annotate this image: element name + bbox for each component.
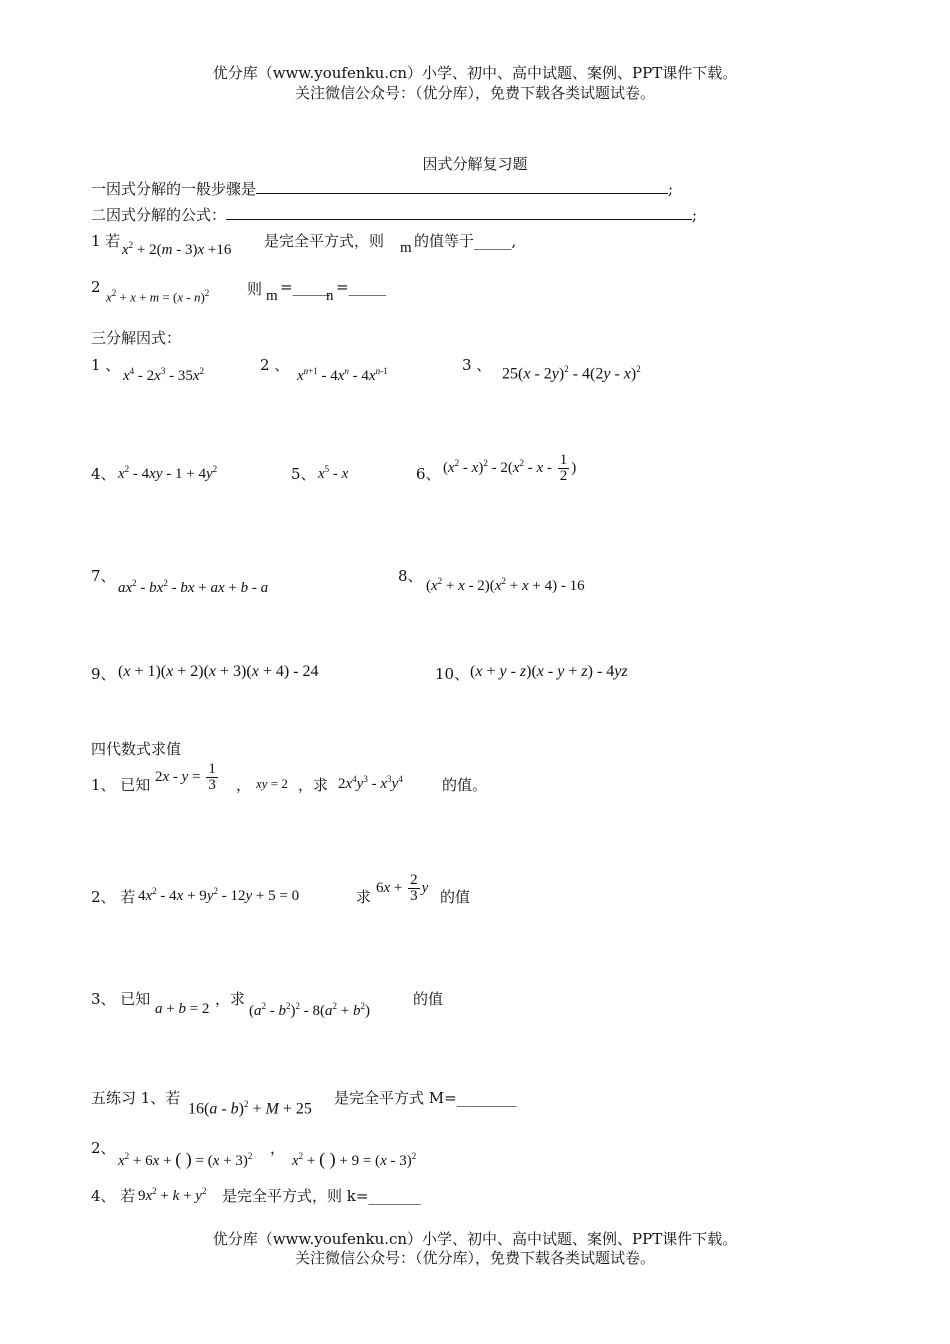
factor-item-expression: $(x^2 + x - 2)(x^2 + x + 4) - 16$	[426, 576, 585, 594]
section-2-end: ;	[692, 206, 698, 224]
eval-2-target: 6x + $\frac{2}{3}$ y	[376, 872, 429, 904]
factor-item-label: 9、	[91, 665, 116, 683]
eval-1-suffix: 的值。	[442, 776, 488, 794]
section-1-line	[91, 178, 673, 199]
eval-3-ask: ，求	[215, 990, 246, 1008]
question-1-expression: $x^2 + 2(m - 3)x +16$	[122, 240, 232, 258]
eval-3-condition: a + b = 2	[155, 1001, 210, 1017]
question-2-blank-1: =_____	[280, 278, 331, 296]
factor-item-label: 1 、	[91, 356, 121, 374]
factor-item-label: 6、	[416, 465, 441, 483]
factor-item-expression: $x^{n+1} - 4x^n - 4x^{n-1}$	[297, 366, 388, 384]
practice-4-prefix: 4、 若	[91, 1187, 136, 1205]
factor-item-label: 3 、	[462, 356, 492, 374]
section-1-end: ;	[668, 180, 674, 198]
practice-2-expression-a: $x^2 + 6x$ + ( ) = $(x + 3)^2$	[118, 1149, 253, 1169]
eval-1-ask: ，求	[298, 776, 329, 794]
question-1-suffix: 的值等于_____,	[414, 232, 517, 250]
factor-item-expression: $x^4 - 2x^3 - 35x^2$	[123, 366, 205, 384]
eval-2-condition: $4x^2 - 4x + 9y^2 - 12y + 5 = 0$	[138, 886, 300, 904]
question-1-var-m: m	[400, 240, 412, 256]
page-title: 因式分解复习题	[422, 155, 528, 173]
practice-4-suffix: 是完全平方式，则 k=_______	[222, 1187, 421, 1205]
section-4-heading: 四代数式求值	[91, 740, 182, 758]
eval-2-prefix: 2、 若	[91, 888, 136, 906]
eval-1-target: $2x^4y^3 - x^3y^4$	[338, 774, 403, 792]
practice-2-expression-b: $x^2$ + ( ) + 9 = (x - 3)$^2$	[292, 1149, 417, 1169]
section-2-line	[91, 204, 697, 225]
practice-1-expression: 16(a - b)$^2$ + M + 25	[188, 1099, 312, 1118]
practice-4-expression: $9x^2 + k + y^2$	[138, 1186, 207, 1204]
question-2-var-m: m	[266, 288, 278, 304]
factor-item-label: 10、	[435, 665, 470, 683]
practice-2-separator: ，	[270, 1139, 286, 1157]
eval-2-suffix: 的值	[440, 888, 471, 906]
factor-item-expression: $(x^2 - x)^2 - 2(x^2$ - x - $\frac{1}{2}$ )	[443, 452, 577, 484]
answer-blank[interactable]	[226, 205, 692, 220]
eval-3-prefix: 3、 已知	[91, 990, 151, 1008]
eval-1-separator: ，	[236, 776, 252, 794]
factor-item-expression: $x^5$ - x	[318, 464, 349, 482]
section-3-heading: 三分解因式：	[91, 329, 182, 347]
footer-line-1: 优分库（www.youfenku.cn）小学、初中、高中试题、案例、PPT课件下载。	[212, 1230, 738, 1248]
section-2-text: 二因式分解的公式：	[91, 206, 227, 224]
question-2-var-n: n	[326, 288, 334, 304]
eval-2-ask: 求	[356, 888, 372, 906]
question-2-expression: $x^2 + x + m = (x - n)^2$	[106, 288, 210, 305]
factor-item-expression: (x + y - z)(x - y + z) - 4yz	[470, 663, 628, 680]
eval-1-condition: 2x - y = $\frac{1}{3}$	[155, 761, 216, 793]
practice-2-prefix: 2、	[91, 1139, 116, 1157]
factor-item-expression: $x^2 - 4xy - 1 + 4y^2$	[118, 464, 218, 482]
answer-blank[interactable]	[256, 179, 668, 194]
question-2-then: 则	[247, 280, 263, 298]
header-line-1: 优分库（www.youfenku.cn）小学、初中、高中试题、案例、PPT课件下载。	[212, 64, 738, 82]
factor-item-label: 5、	[291, 465, 316, 483]
section-1-text: 一因式分解的一般步骤是	[91, 180, 257, 198]
eval-1-condition-2: xy = 2	[256, 776, 288, 791]
question-2-prefix: 2	[91, 278, 101, 296]
factor-item-label: 8、	[398, 567, 423, 585]
factor-item-expression: $ax^2 - bx^2$ - bx + ax + b - a	[118, 578, 269, 596]
eval-1-prefix: 1、 已知	[91, 776, 151, 794]
eval-3-suffix: 的值	[413, 990, 444, 1008]
question-1-mid: 是完全平方式，则	[264, 232, 385, 250]
factor-item-expression: (x + 1)(x + 2)(x + 3)(x + 4) - 24	[118, 663, 319, 680]
factor-item-label: 2 、	[260, 356, 290, 374]
footer-line-2: 关注微信公众号：（优分库），免费下载各类试题试卷。	[294, 1249, 655, 1267]
header-line-2: 关注微信公众号：（优分库），免费下载各类试题试卷。	[294, 84, 655, 102]
practice-1-suffix: 是完全平方式 M=________	[334, 1089, 517, 1107]
factor-item-label: 4、	[91, 465, 116, 483]
factor-item-expression: 25(x - 2y)$^2$ - 4(2y - x)$^2$	[502, 364, 641, 383]
question-1-prefix: 1 若	[91, 232, 121, 250]
question-2-blank-2: =_____	[336, 278, 387, 296]
eval-3-target: $(a^2 - b^2)^2 - 8(a^2 + b^2)$	[249, 1001, 370, 1019]
factor-item-label: 7、	[91, 567, 116, 585]
practice-1-prefix: 五练习 1、若	[91, 1089, 181, 1107]
